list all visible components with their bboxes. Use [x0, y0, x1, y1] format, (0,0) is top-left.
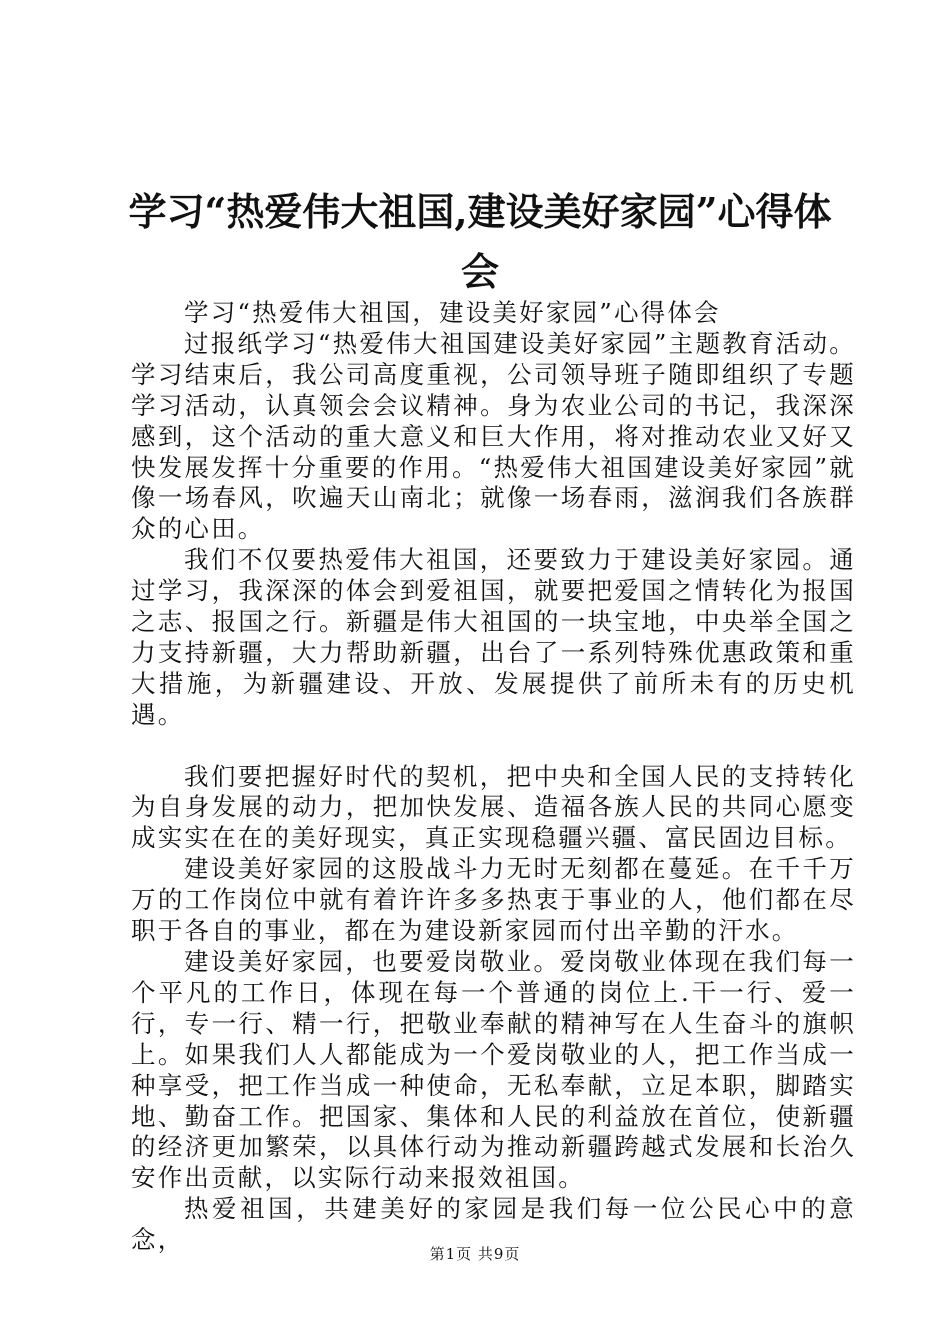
paragraph-2: 我们不仅要热爱伟大祖国，还要致力于建设美好家园。通过学习，我深深的体会到爱祖国，就要把爱国之情转化为报国之志、报国之行。新疆是伟大祖国的一块宝地，中央举全国之力支持新疆，大力帮助新疆，出台了一系列特殊优惠政策和重大措施，为新疆建设、开放、发展提供了前所未有的历史机遇。 — [131, 545, 856, 729]
paragraph-6: 热爱祖国，共建美好的家园是我们每一位公民心中的意念， — [131, 1194, 856, 1255]
paragraph-3: 我们要把握好时代的契机，把中央和全国人民的支持转化为自身发展的动力，把加快发展、造福各族人民的共同心愿变成实实在在的美好现实，真正实现稳疆兴疆、富民固边目标。 — [131, 761, 856, 853]
page-footer: 第1页 共9页 — [429, 1245, 521, 1263]
paragraph-4: 建设美好家园的这股战斗力无时无刻都在蔓延。在千千万万的工作岗位中就有着许许多多热衷于事业的人，他们都在尽职于各自的事业，都在为建设新家园而付出辛勤的汗水。 — [131, 854, 856, 946]
document-title: 学习“热爱伟大祖国,建设美好家园”心得体会 — [128, 189, 832, 294]
paragraph-subtitle: 学习“热爱伟大祖国，建设美好家园”心得体会 — [184, 298, 721, 327]
paragraph-1: 过报纸学习“热爱伟大祖国建设美好家园”主题教育活动。学习结束后，我公司高度重视，公司领导班子随即组织了专题学习活动，认真领会会议精神。身为农业公司的书记，我深深感到，这个活动的重大意义和巨大作用，将对推动农业又好又快发展发挥十分重要的作用。“热爱伟大祖国建设美好家园”就像一场春风，吹遍天山南北；就像一场春雨，滋润我们各族群众的心田。 — [131, 328, 856, 544]
document-body — [131, 298, 856, 1256]
paragraph-5: 建设美好家园，也要爱岗敬业。爱岗敬业体现在我们每一个平凡的工作日，体现在每一个普通的岗位上.干一行、爱一行，专一行、精一行，把敬业奉献的精神写在人生奋斗的旗帜上。如果我们人人都能成为一个爱岗敬业的人，把工作当成一种享受，把工作当成一种使命，无私奉献，立足本职，脚踏实地、勤奋工作。把国家、集体和人民的利益放在首位，使新疆的经济更加繁荣，以具体行动为推动新疆跨越式发展和长治久安作出贡献，以实际行动来报效祖国。 — [131, 947, 856, 1193]
